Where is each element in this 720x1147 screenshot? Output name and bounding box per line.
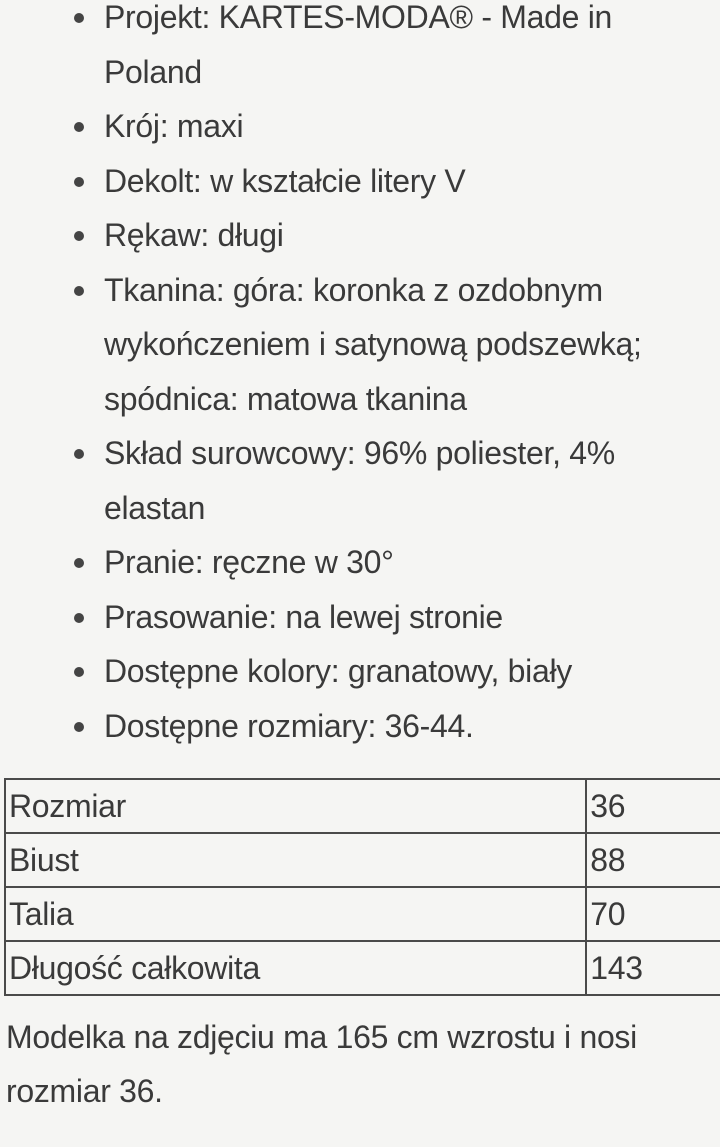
bullet-icon bbox=[74, 667, 84, 677]
table-row bbox=[5, 887, 720, 941]
spec-text: Dostępne kolory: granatowy, biały bbox=[104, 653, 572, 689]
spec-text: Skład surowcowy: 96% poliester, 4% elastan bbox=[104, 435, 615, 526]
spec-item-sleeve bbox=[0, 208, 720, 263]
spec-item-composition bbox=[0, 426, 720, 535]
spec-item-washing bbox=[0, 535, 720, 590]
spec-text: Projekt: KARTES-MODA® - Made in Poland bbox=[104, 0, 613, 90]
bullet-icon bbox=[74, 449, 84, 459]
spec-item-fabric bbox=[0, 263, 720, 427]
size-label-cell: Rozmiar bbox=[5, 779, 586, 833]
size-table bbox=[4, 778, 720, 996]
spec-item-project bbox=[0, 0, 720, 99]
table-row bbox=[5, 833, 720, 887]
spec-item-neckline bbox=[0, 154, 720, 209]
bullet-icon bbox=[74, 722, 84, 732]
size-value-cell: 143 bbox=[586, 941, 720, 995]
size-label-cell: Talia bbox=[5, 887, 586, 941]
size-value-cell: 70 bbox=[586, 887, 720, 941]
table-row bbox=[5, 941, 720, 995]
bullet-icon bbox=[74, 558, 84, 568]
bullet-icon bbox=[74, 613, 84, 623]
bullet-icon bbox=[74, 13, 84, 23]
spec-item-ironing bbox=[0, 590, 720, 645]
size-value-cell: 88 bbox=[586, 833, 720, 887]
spec-text: Pranie: ręczne w 30° bbox=[104, 544, 394, 580]
spec-text: Dekolt: w kształcie litery V bbox=[104, 162, 466, 199]
spec-text: Rękaw: długi bbox=[104, 217, 284, 253]
bullet-icon bbox=[74, 177, 84, 187]
bullet-icon bbox=[74, 231, 84, 241]
spec-text: Krój: maxi bbox=[104, 108, 244, 144]
model-footnote: Modelka na zdjęciu ma 165 cm wzrostu i nosi rozmiar 36. bbox=[6, 1019, 637, 1109]
spec-item-colors bbox=[0, 644, 720, 699]
size-label-cell: Biust bbox=[5, 833, 586, 887]
spec-text: Prasowanie: na lewej stronie bbox=[104, 598, 503, 635]
size-value-cell: 36 bbox=[586, 779, 720, 833]
table-row bbox=[5, 779, 720, 833]
spec-item-sizes bbox=[0, 699, 720, 754]
bullet-icon bbox=[74, 286, 84, 296]
bullet-icon bbox=[74, 122, 84, 132]
spec-item-cut bbox=[0, 99, 720, 154]
spec-text: Tkanina: góra: koronka z ozdobnym wykończeniem i satynową podszewką; spódnica: matowa tkanina bbox=[104, 271, 642, 417]
spec-text: Dostępne rozmiary: 36-44. bbox=[104, 707, 474, 744]
size-label-cell: Długość całkowita bbox=[5, 941, 586, 995]
